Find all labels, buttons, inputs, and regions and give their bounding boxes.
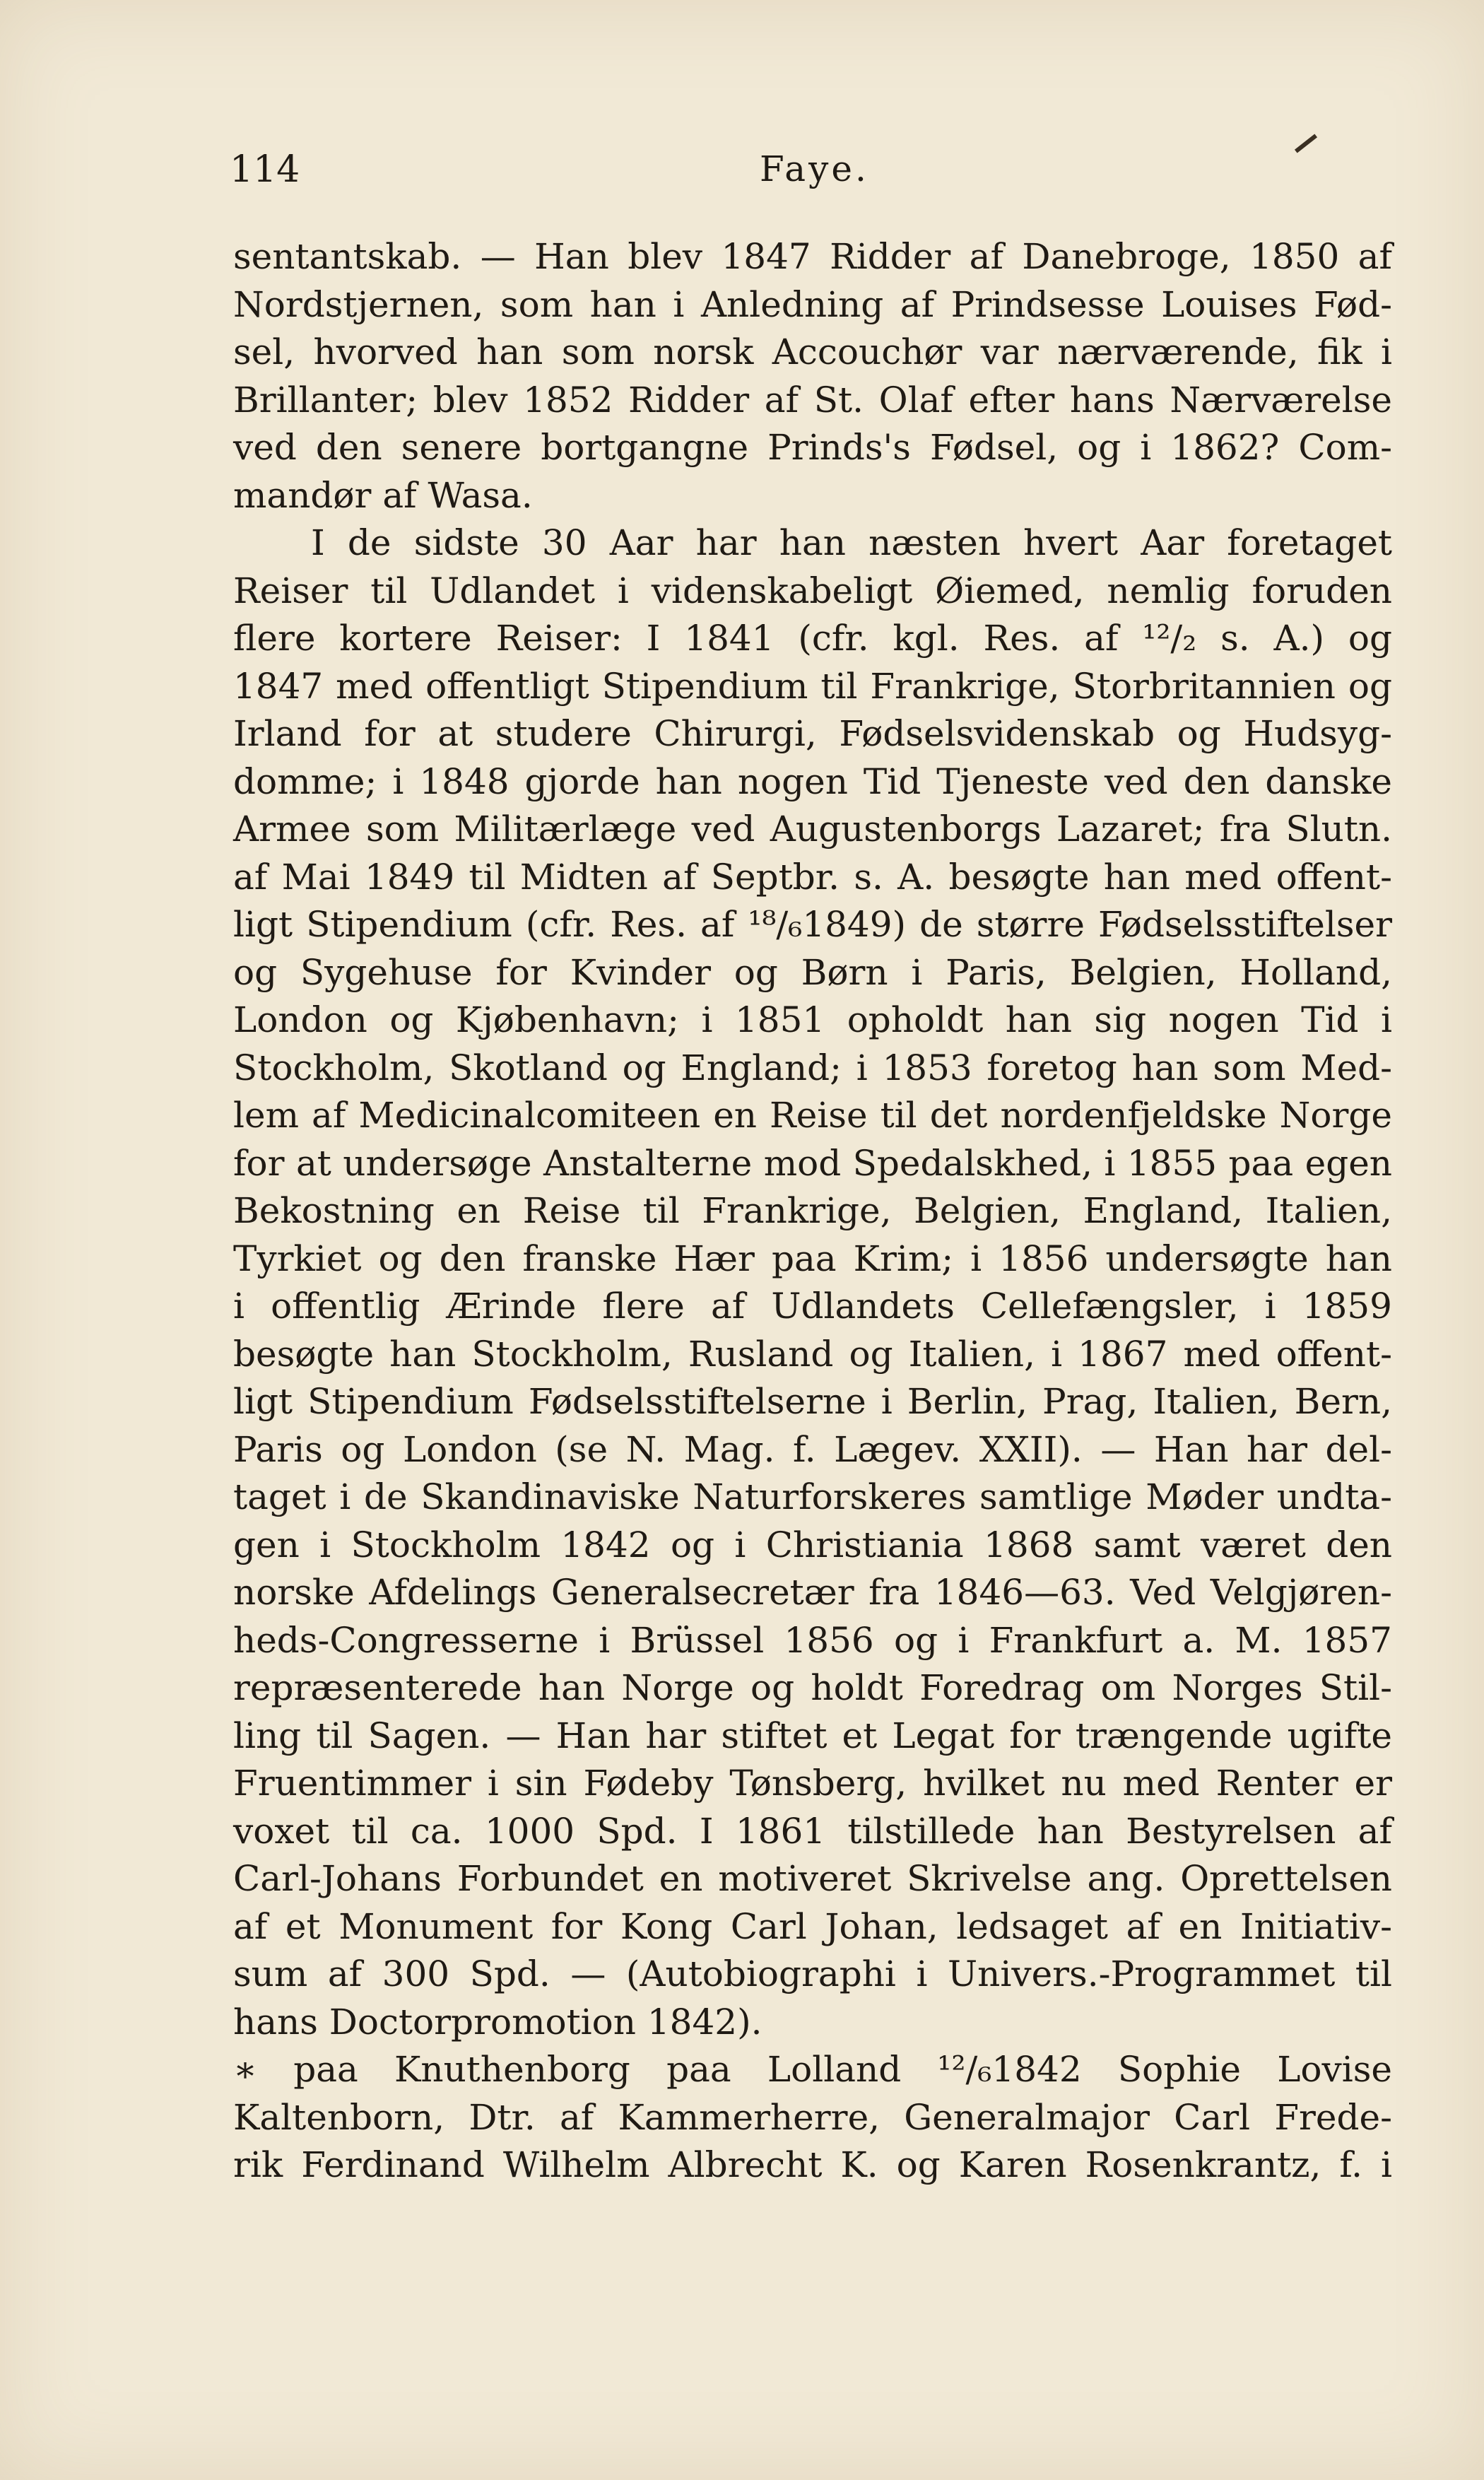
text-line: heds-Congresserne i Brüssel 1856 og i Frankfurt a. M. 1857	[233, 1619, 1392, 1661]
text-line: ∗ paa Knuthenborg paa Lolland ¹²/₆1842 Sophie Lovise	[233, 2049, 1392, 2090]
text-line: Irland for at studere Chirurgi, Fødselsvidenskab og Hudsyg-	[233, 713, 1392, 754]
page-header	[230, 148, 1389, 205]
text-line: Carl-Johans Forbundet en motiveret Skrivelse ang. Oprettelsen	[233, 1858, 1392, 1899]
text-line: af Mai 1849 til Midten af Septbr. s. A. besøgte han med offent-	[233, 856, 1392, 898]
text-line: repræsenterede han Norge og holdt Foredrag om Norges Stil-	[233, 1667, 1392, 1708]
text-line: Nordstjernen, som han i Anledning af Prindsesse Louises Fød-	[233, 283, 1392, 325]
text-line: ling til Sagen. — Han har stiftet et Legat for trængende ugifte	[233, 1715, 1392, 1756]
text-line: Fruentimmer i sin Fødeby Tønsberg, hvilket nu med Renter er	[233, 1763, 1392, 1804]
text-line: rik Ferdinand Wilhelm Albrecht K. og Karen Rosenkrantz, f. i	[233, 2144, 1392, 2185]
page-number: 114	[230, 148, 300, 191]
text-line: Tyrkiet og den franske Hær paa Krim; i 1856 undersøgte han	[233, 1238, 1392, 1279]
text-line: voxet til ca. 1000 Spd. I 1861 tilstillede han Bestyrelsen af	[233, 1810, 1392, 1852]
text-line: Bekostning en Reise til Frankrige, Belgien, England, Italien,	[233, 1190, 1392, 1231]
text-line: London og Kjøbenhavn; i 1851 opholdt han sig nogen Tid i	[233, 999, 1392, 1040]
text-line: flere kortere Reiser: I 1841 (cfr. kgl. Res. af ¹²/₂ s. A.) og	[233, 618, 1392, 659]
text-line: Kaltenborn, Dtr. af Kammerherre, Generalmajor Carl Frede-	[233, 2096, 1392, 2138]
text-line: taget i de Skandinaviske Naturforskeres samtlige Møder undta-	[233, 1476, 1392, 1517]
text-line: lem af Medicinalcomiteen en Reise til det nordenfjeldske Norge	[233, 1095, 1392, 1136]
text-line: Reiser til Udlandet i videnskabeligt Øiemed, nemlig foruden	[233, 570, 1392, 611]
text-line: hans Doctorpromotion 1842).	[233, 2001, 762, 2043]
text-line: besøgte han Stockholm, Rusland og Italien, i 1867 med offent-	[233, 1333, 1392, 1375]
text-line: Armee som Militærlæge ved Augustenborgs Lazaret; fra Slutn.	[233, 809, 1392, 850]
pencil-mark	[1295, 134, 1317, 153]
text-line: af et Monument for Kong Carl Johan, ledsaget af en Initiativ-	[233, 1905, 1392, 1947]
text-line: sum af 300 Spd. — (Autobiographi i Univers.-Programmet til	[233, 1953, 1392, 1994]
text-line: domme; i 1848 gjorde han nogen Tid Tjeneste ved den danske	[233, 760, 1392, 802]
text-line: i offentlig Ærinde flere af Udlandets Cellefængsler, i 1859	[233, 1286, 1392, 1327]
text-line: mandør af Wasa.	[233, 474, 533, 516]
text-line: I de sidste 30 Aar har han næsten hvert Aar foretaget	[311, 522, 1392, 563]
running-head: Faye.	[760, 148, 869, 189]
text-line: sel, hvorved han som norsk Accouchør var nærværende, fik i	[233, 331, 1392, 372]
body-text	[233, 233, 1392, 2190]
text-line: Stockholm, Skotland og England; i 1853 foretog han som Med-	[233, 1047, 1392, 1088]
text-line: Brillanter; blev 1852 Ridder af St. Olaf efter hans Nærværelse	[233, 379, 1392, 421]
text-line: gen i Stockholm 1842 og i Christiania 1868 samt været den	[233, 1524, 1392, 1565]
text-line: ved den senere bortgangne Prinds's Fødsel, og i 1862? Com-	[233, 427, 1392, 468]
text-line: Paris og London (se N. Mag. f. Lægev. XXII). — Han har del-	[233, 1428, 1392, 1470]
text-line: sentantskab. — Han blev 1847 Ridder af Danebroge, 1850 af	[233, 236, 1392, 277]
text-line: for at undersøge Anstalterne mod Spedalskhed, i 1855 paa egen	[233, 1142, 1392, 1184]
text-line: ligt Stipendium (cfr. Res. af ¹⁸/₆1849) de større Fødselsstiftelser	[233, 904, 1392, 945]
text-line: 1847 med offentligt Stipendium til Frankrige, Storbritannien og	[233, 665, 1392, 707]
text-line: norske Afdelings Generalsecretær fra 1846—63. Ved Velgjøren-	[233, 1572, 1392, 1613]
text-line: ligt Stipendium Fødselsstiftelserne i Berlin, Prag, Italien, Bern,	[233, 1381, 1392, 1422]
text-line: og Sygehuse for Kvinder og Børn i Paris, Belgien, Holland,	[233, 951, 1392, 993]
